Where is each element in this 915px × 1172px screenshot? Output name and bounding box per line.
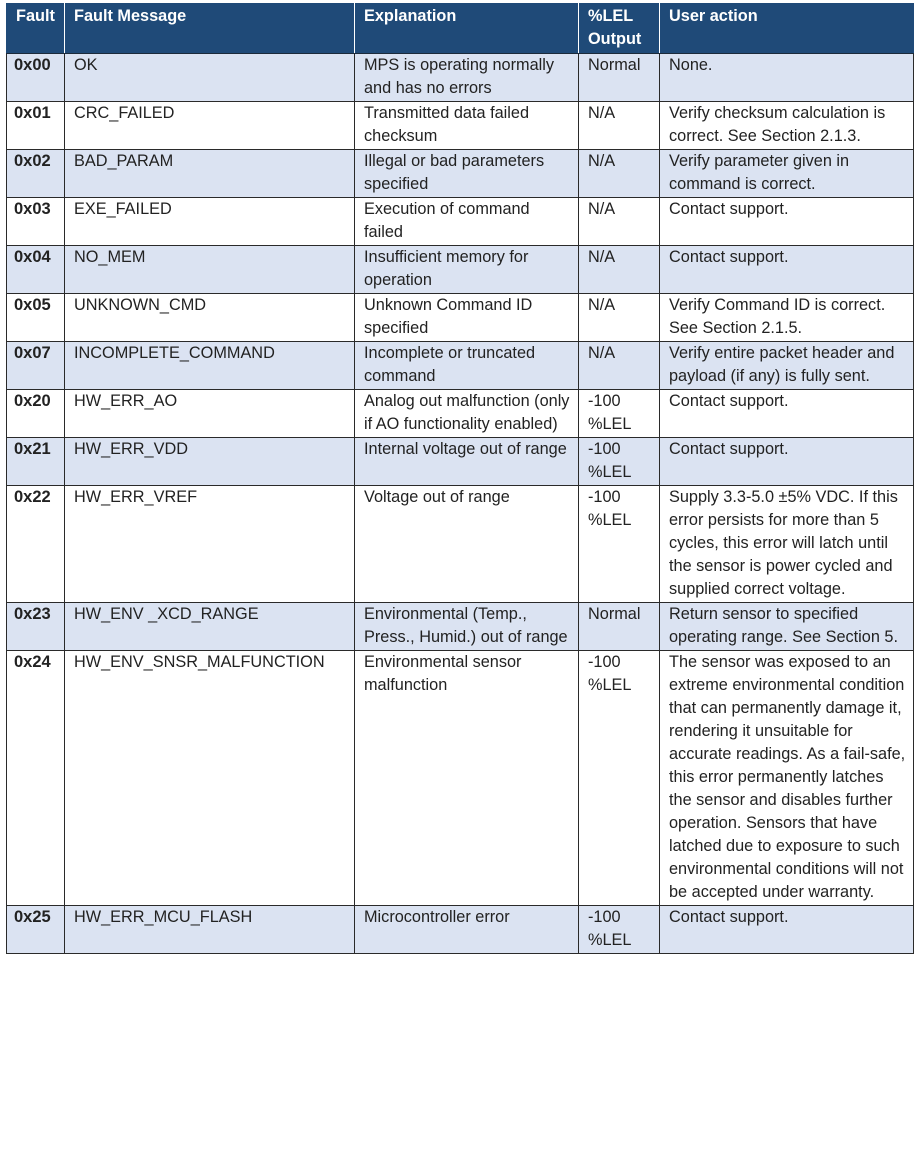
fault-code: 0x25 [7,906,65,954]
fault-code: 0x00 [7,54,65,102]
table-row [7,342,914,390]
fault-message: HW_ERR_MCU_FLASH [65,906,355,954]
header-fault-message: Fault Message [65,3,355,54]
fault-message: BAD_PARAM [65,150,355,198]
fault-message: OK [65,54,355,102]
explanation: Internal voltage out of range [355,438,579,486]
table-row [7,198,914,246]
explanation: Environmental (Temp., Press., Humid.) out of range [355,603,579,651]
user-action: Contact support. [660,390,914,438]
user-action: Supply 3.3-5.0 ±5% VDC. If this error persists for more than 5 cycles, this error will latch until the sensor is power cycled and supplied correct voltage. [660,486,914,603]
fault-code: 0x07 [7,342,65,390]
user-action: Contact support. [660,438,914,486]
fault-message: INCOMPLETE_COMMAND [65,342,355,390]
header-lel-output: %LEL Output [579,3,660,54]
explanation: Analog out malfunction (only if AO functionality enabled) [355,390,579,438]
header-explanation: Explanation [355,3,579,54]
table-row [7,906,914,954]
fault-message: HW_ERR_AO [65,390,355,438]
table-row [7,438,914,486]
explanation: Microcontroller error [355,906,579,954]
lel-output: Normal [579,54,660,102]
table-row [7,651,914,906]
lel-output: -100 %LEL [579,438,660,486]
table-row [7,246,914,294]
table-row [7,54,914,102]
user-action: Verify checksum calculation is correct. See Section 2.1.3. [660,102,914,150]
fault-message: EXE_FAILED [65,198,355,246]
explanation: Voltage out of range [355,486,579,603]
lel-output: N/A [579,150,660,198]
fault-message: HW_ERR_VREF [65,486,355,603]
header-user-action: User action [660,3,914,54]
explanation: Insufficient memory for operation [355,246,579,294]
user-action: Contact support. [660,906,914,954]
table-row [7,390,914,438]
fault-message: NO_MEM [65,246,355,294]
table-row [7,102,914,150]
explanation: Transmitted data failed checksum [355,102,579,150]
explanation: Unknown Command ID specified [355,294,579,342]
lel-output: -100 %LEL [579,906,660,954]
fault-code: 0x24 [7,651,65,906]
lel-output: N/A [579,198,660,246]
table-row [7,150,914,198]
user-action: Contact support. [660,198,914,246]
explanation: Incomplete or truncated command [355,342,579,390]
fault-code: 0x04 [7,246,65,294]
fault-message: HW_ENV _XCD_RANGE [65,603,355,651]
table-row [7,603,914,651]
header-fault: Fault [7,3,65,54]
explanation: Illegal or bad parameters specified [355,150,579,198]
table-row [7,486,914,603]
fault-message: UNKNOWN_CMD [65,294,355,342]
fault-code: 0x02 [7,150,65,198]
lel-output: N/A [579,342,660,390]
fault-code: 0x03 [7,198,65,246]
fault-message: CRC_FAILED [65,102,355,150]
lel-output: -100 %LEL [579,390,660,438]
fault-code: 0x22 [7,486,65,603]
fault-code: 0x05 [7,294,65,342]
lel-output: -100 %LEL [579,651,660,906]
lel-output: -100 %LEL [579,486,660,603]
lel-output: Normal [579,603,660,651]
fault-code: 0x20 [7,390,65,438]
header-row [7,3,914,54]
fault-table [6,3,914,954]
explanation: Environmental sensor malfunction [355,651,579,906]
user-action: Verify entire packet header and payload (if any) is fully sent. [660,342,914,390]
user-action: None. [660,54,914,102]
explanation: MPS is operating normally and has no errors [355,54,579,102]
lel-output: N/A [579,294,660,342]
table-row [7,294,914,342]
user-action: Verify parameter given in command is correct. [660,150,914,198]
lel-output: N/A [579,246,660,294]
user-action: Verify Command ID is correct. See Section 2.1.5. [660,294,914,342]
fault-code: 0x01 [7,102,65,150]
explanation: Execution of command failed [355,198,579,246]
fault-code: 0x21 [7,438,65,486]
fault-code: 0x23 [7,603,65,651]
user-action: Return sensor to specified operating range. See Section 5. [660,603,914,651]
user-action: The sensor was exposed to an extreme environmental condition that can permanently damage it, rendering it unsuitable for accurate readings. As a fail-safe, this error permanently latches the sensor and disables further operation. Sensors that have latched due to exposure to such environmental conditions will not be accepted under warranty. [660,651,914,906]
user-action: Contact support. [660,246,914,294]
fault-message: HW_ENV_SNSR_MALFUNCTION [65,651,355,906]
lel-output: N/A [579,102,660,150]
fault-message: HW_ERR_VDD [65,438,355,486]
